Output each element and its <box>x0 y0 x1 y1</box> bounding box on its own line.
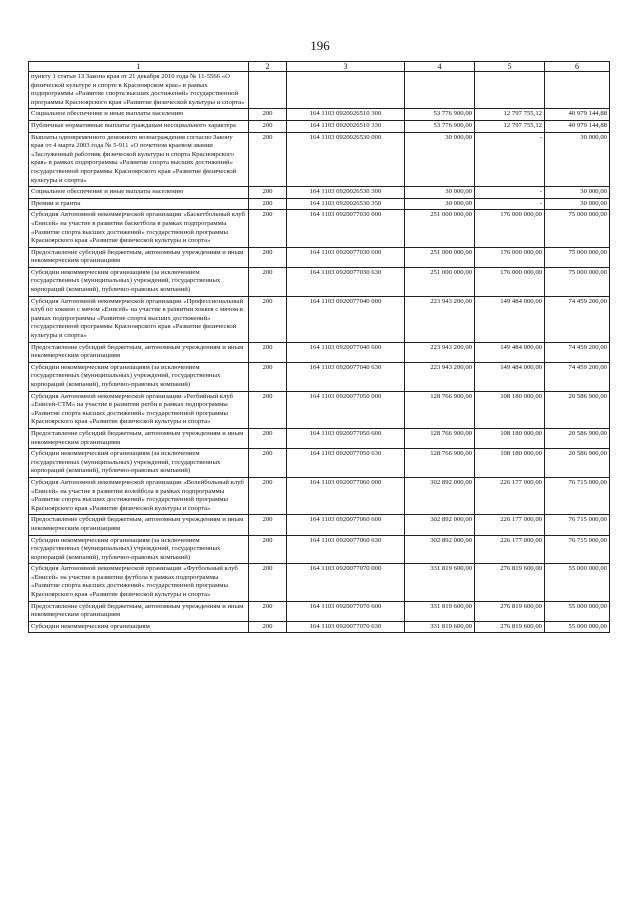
cell-description: Субсидии некоммерческим организациям <box>29 621 249 633</box>
cell-code: 200 <box>249 449 287 478</box>
cell-amount: 53 776 900,00 <box>405 109 475 121</box>
cell-amount: 30 000,00 <box>545 132 610 187</box>
cell-description: Субсидии некоммерческим организациям (за исключением государственных (муниципальных) учреждений, государственных корпораций (компаний), публично-правовых компаний) <box>29 535 249 564</box>
cell-amount: 12 797 755,12 <box>475 120 545 132</box>
cell-amount: 20 586 900,00 <box>545 428 610 448</box>
cell-code: 200 <box>249 362 287 391</box>
cell-amount: 74 459 200,00 <box>545 296 610 342</box>
cell-amount <box>545 72 610 109</box>
cell-amount: 331 819 600,00 <box>405 601 475 621</box>
table-row <box>29 428 610 448</box>
cell-code: 200 <box>249 267 287 296</box>
cell-budget-classification: 164 1103 0920077070 000 <box>287 564 405 601</box>
cell-amount: 276 819 600,00 <box>475 564 545 601</box>
cell-amount: 223 943 200,00 <box>405 342 475 362</box>
table-row <box>29 362 610 391</box>
cell-budget-classification: 164 1103 0920077030 000 <box>287 210 405 247</box>
cell-description: Предоставление субсидий бюджетным, автономным учреждениям и иным некоммерческим организациям <box>29 247 249 267</box>
column-header: 5 <box>475 62 545 72</box>
cell-amount: 55 000 000,00 <box>545 564 610 601</box>
cell-amount: 30 000,00 <box>405 187 475 199</box>
cell-amount: 251 000 000,00 <box>405 267 475 296</box>
cell-description: Предоставление субсидий бюджетным, автономным учреждениям и иным некоммерческим организациям <box>29 428 249 448</box>
table-row <box>29 198 610 210</box>
cell-amount: 75 000 000,00 <box>545 267 610 296</box>
cell-code: 200 <box>249 621 287 633</box>
cell-budget-classification: 164 1103 0920077030 630 <box>287 267 405 296</box>
cell-amount: 74 459 200,00 <box>545 362 610 391</box>
cell-code: 200 <box>249 428 287 448</box>
cell-amount: - <box>475 187 545 199</box>
cell-amount: 20 586 900,00 <box>545 449 610 478</box>
cell-amount: 108 180 000,00 <box>475 449 545 478</box>
table-row <box>29 120 610 132</box>
cell-amount: 75 000 000,00 <box>545 210 610 247</box>
cell-budget-classification: 164 1103 0920026530 350 <box>287 198 405 210</box>
cell-amount: 30 000,00 <box>545 198 610 210</box>
cell-description: Субсидии некоммерческим организациям (за исключением государственных (муниципальных) учреждений, государственных корпораций (компаний), публично-правовых компаний) <box>29 449 249 478</box>
cell-amount: 30 000,00 <box>405 132 475 187</box>
cell-amount: 302 892 000,00 <box>405 535 475 564</box>
cell-amount: 76 715 000,00 <box>545 535 610 564</box>
cell-budget-classification: 164 1103 0920077060 000 <box>287 477 405 514</box>
cell-amount: - <box>475 132 545 187</box>
cell-code: 200 <box>249 296 287 342</box>
cell-budget-classification: 164 1103 0920077060 630 <box>287 535 405 564</box>
cell-amount: 176 000 000,00 <box>475 210 545 247</box>
cell-amount: 251 000 000,00 <box>405 210 475 247</box>
cell-amount: 74 459 200,00 <box>545 342 610 362</box>
cell-budget-classification: 164 1103 0920077060 600 <box>287 515 405 535</box>
cell-amount: 108 180 000,00 <box>475 428 545 448</box>
cell-amount: 128 766 900,00 <box>405 428 475 448</box>
cell-description: Субсидия Автономной некоммерческой организации «Волейбольный клуб «Енисей» на участие в развитии волейбола в рамках подпрограммы «Развитие спорта высших достижений» государственной программы Красноярского края «Развитие физической культуры и спорта» <box>29 477 249 514</box>
cell-description: Выплаты одновременного денежного вознаграждения согласно Закону края от 4 марта 2003 года № 5-911 «О почетном краевом звании «Заслуженный работник физической культуры и спорта Красноярского края» в рамках подпрограммы «Развитие спорта высших достижений» государственной программы Красноярского края «Развитие физической культуры и спорта» <box>29 132 249 187</box>
cell-code: 200 <box>249 477 287 514</box>
cell-budget-classification: 164 1103 0920026530 000 <box>287 132 405 187</box>
cell-budget-classification: 164 1103 0920026510 300 <box>287 109 405 121</box>
cell-description: Субсидия Автономной некоммерческой организации «Футбольный клуб «Енисей» на участие в развитии футбола в рамках подпрограммы «Развитие спорта высших достижений» государственной программы Красноярского края «Развитие физической культуры и спорта» <box>29 564 249 601</box>
cell-description: Предоставление субсидий бюджетным, автономным учреждениям и иным некоммерческим организациям <box>29 601 249 621</box>
cell-description: пункту 1 статьи 13 Закона края от 21 декабря 2010 года № 11-5566 «О физической культуре и спорте в Красноярском крае» в рамках подпрограммы «Развитие спорта высших достижений» государственной программы Красноярского края «Развитие физической культуры и спорта» <box>29 72 249 109</box>
column-header: 2 <box>249 62 287 72</box>
cell-code: 200 <box>249 515 287 535</box>
cell-amount: 20 586 900,00 <box>545 391 610 428</box>
cell-amount: 128 766 900,00 <box>405 449 475 478</box>
cell-code: 200 <box>249 391 287 428</box>
cell-amount: 331 819 600,00 <box>405 564 475 601</box>
cell-description: Премии и гранты <box>29 198 249 210</box>
cell-description: Субсидии некоммерческим организациям (за исключением государственных (муниципальных) учреждений, государственных корпораций (компаний), публично-правовых компаний) <box>29 362 249 391</box>
cell-code: 200 <box>249 109 287 121</box>
cell-budget-classification: 164 1103 0920026530 300 <box>287 187 405 199</box>
table-row <box>29 187 610 199</box>
cell-code: 200 <box>249 601 287 621</box>
cell-amount: 53 776 900,00 <box>405 120 475 132</box>
cell-amount: 12 797 755,12 <box>475 109 545 121</box>
cell-code: 200 <box>249 535 287 564</box>
table-row <box>29 109 610 121</box>
table-row <box>29 210 610 247</box>
table-row <box>29 515 610 535</box>
cell-amount: 55 000 000,00 <box>545 621 610 633</box>
column-header: 6 <box>545 62 610 72</box>
cell-description: Субсидия Автономной некоммерческой организации «Профессиональный клуб по хоккею с мячом «Енисей» на участие в развитии хоккея с мячом в рамках подпрограммы «Развитие спорта высших достижений» государственной программы Красноярского края «Развитие физической культуры и спорта» <box>29 296 249 342</box>
table-row <box>29 132 610 187</box>
cell-description: Социальное обеспечение и иные выплаты населению <box>29 187 249 199</box>
table-row <box>29 449 610 478</box>
cell-budget-classification: 164 1103 0920077070 600 <box>287 601 405 621</box>
cell-description: Субсидия Автономной некоммерческой организации «Баскетбольный клуб «Енисей» на участие в развитии баскетбола в рамках подпрограммы «Развитие спорта высших достижений» государственной программы Красноярского края «Развитие физической культуры и спорта» <box>29 210 249 247</box>
cell-code: 200 <box>249 120 287 132</box>
cell-amount: 276 819 600,00 <box>475 621 545 633</box>
cell-code: 200 <box>249 132 287 187</box>
table-body <box>29 72 610 633</box>
table-row <box>29 342 610 362</box>
table-row <box>29 296 610 342</box>
table-row <box>29 72 610 109</box>
cell-code: 200 <box>249 198 287 210</box>
cell-amount: 149 484 000,00 <box>475 342 545 362</box>
cell-amount: 40 979 144,88 <box>545 109 610 121</box>
cell-amount: 176 000 000,00 <box>475 267 545 296</box>
page-number: 196 <box>310 38 330 53</box>
cell-description: Субсидия Автономной некоммерческой организации «Регбийный клуб «Енисей-СТМ» на участие в развитии регби в рамках подпрограммы «Развитие спорта высших достижений» государственной программы Красноярского края «Развитие физической культуры и спорта» <box>29 391 249 428</box>
cell-budget-classification: 164 1103 0920077040 630 <box>287 362 405 391</box>
cell-code: 200 <box>249 210 287 247</box>
cell-budget-classification: 164 1103 0920077030 600 <box>287 247 405 267</box>
table-row <box>29 564 610 601</box>
cell-description: Субсидии некоммерческим организациям (за исключением государственных (муниципальных) учреждений, государственных корпораций (компаний), публично-правовых компаний) <box>29 267 249 296</box>
table-row <box>29 535 610 564</box>
table-row <box>29 621 610 633</box>
cell-amount: 251 000 000,00 <box>405 247 475 267</box>
cell-budget-classification: 164 1103 0920077050 000 <box>287 391 405 428</box>
table-row <box>29 391 610 428</box>
header-row <box>29 62 610 72</box>
cell-amount: 302 892 000,00 <box>405 515 475 535</box>
cell-code: 200 <box>249 247 287 267</box>
cell-amount: 76 715 000,00 <box>545 515 610 535</box>
cell-amount: 30 000,00 <box>405 198 475 210</box>
cell-amount: 223 943 200,00 <box>405 296 475 342</box>
cell-amount: 331 819 600,00 <box>405 621 475 633</box>
table-row <box>29 267 610 296</box>
cell-code <box>249 72 287 109</box>
cell-description: Предоставление субсидий бюджетным, автономным учреждениям и иным некоммерческим организациям <box>29 515 249 535</box>
cell-amount: 76 715 000,00 <box>545 477 610 514</box>
cell-budget-classification: 164 1103 0920077050 600 <box>287 428 405 448</box>
table-row <box>29 601 610 621</box>
cell-amount: 176 000 000,00 <box>475 247 545 267</box>
cell-amount <box>475 72 545 109</box>
cell-amount: 276 819 600,00 <box>475 601 545 621</box>
cell-budget-classification: 164 1103 0920077070 630 <box>287 621 405 633</box>
table-row <box>29 247 610 267</box>
cell-amount: 40 979 144,88 <box>545 120 610 132</box>
cell-amount: 55 000 000,00 <box>545 601 610 621</box>
cell-budget-classification: 164 1103 0920077050 630 <box>287 449 405 478</box>
cell-amount: 149 484 000,00 <box>475 362 545 391</box>
cell-amount: 302 892 000,00 <box>405 477 475 514</box>
column-header: 4 <box>405 62 475 72</box>
cell-code: 200 <box>249 342 287 362</box>
cell-amount: 30 000,00 <box>545 187 610 199</box>
cell-amount <box>405 72 475 109</box>
cell-code: 200 <box>249 187 287 199</box>
cell-amount: 226 177 000,00 <box>475 515 545 535</box>
cell-budget-classification: 164 1103 0920077040 600 <box>287 342 405 362</box>
cell-description: Социальное обеспечение и иные выплаты населению <box>29 109 249 121</box>
table-row <box>29 477 610 514</box>
cell-code: 200 <box>249 564 287 601</box>
cell-amount: 226 177 000,00 <box>475 535 545 564</box>
cell-amount: 75 000 000,00 <box>545 247 610 267</box>
cell-description: Публичные нормативные выплаты гражданам несоциального характера <box>29 120 249 132</box>
cell-amount: 226 177 000,00 <box>475 477 545 514</box>
cell-amount: 128 766 900,00 <box>405 391 475 428</box>
cell-description: Предоставление субсидий бюджетным, автономным учреждениям и иным некоммерческим организациям <box>29 342 249 362</box>
cell-amount: 108 180 000,00 <box>475 391 545 428</box>
cell-amount: 149 484 000,00 <box>475 296 545 342</box>
cell-amount: - <box>475 198 545 210</box>
column-header: 3 <box>287 62 405 72</box>
cell-amount: 223 943 200,00 <box>405 362 475 391</box>
cell-budget-classification: 164 1103 0920026510 330 <box>287 120 405 132</box>
cell-budget-classification <box>287 72 405 109</box>
cell-budget-classification: 164 1103 0920077040 000 <box>287 296 405 342</box>
budget-table <box>28 61 610 633</box>
column-header: 1 <box>29 62 249 72</box>
